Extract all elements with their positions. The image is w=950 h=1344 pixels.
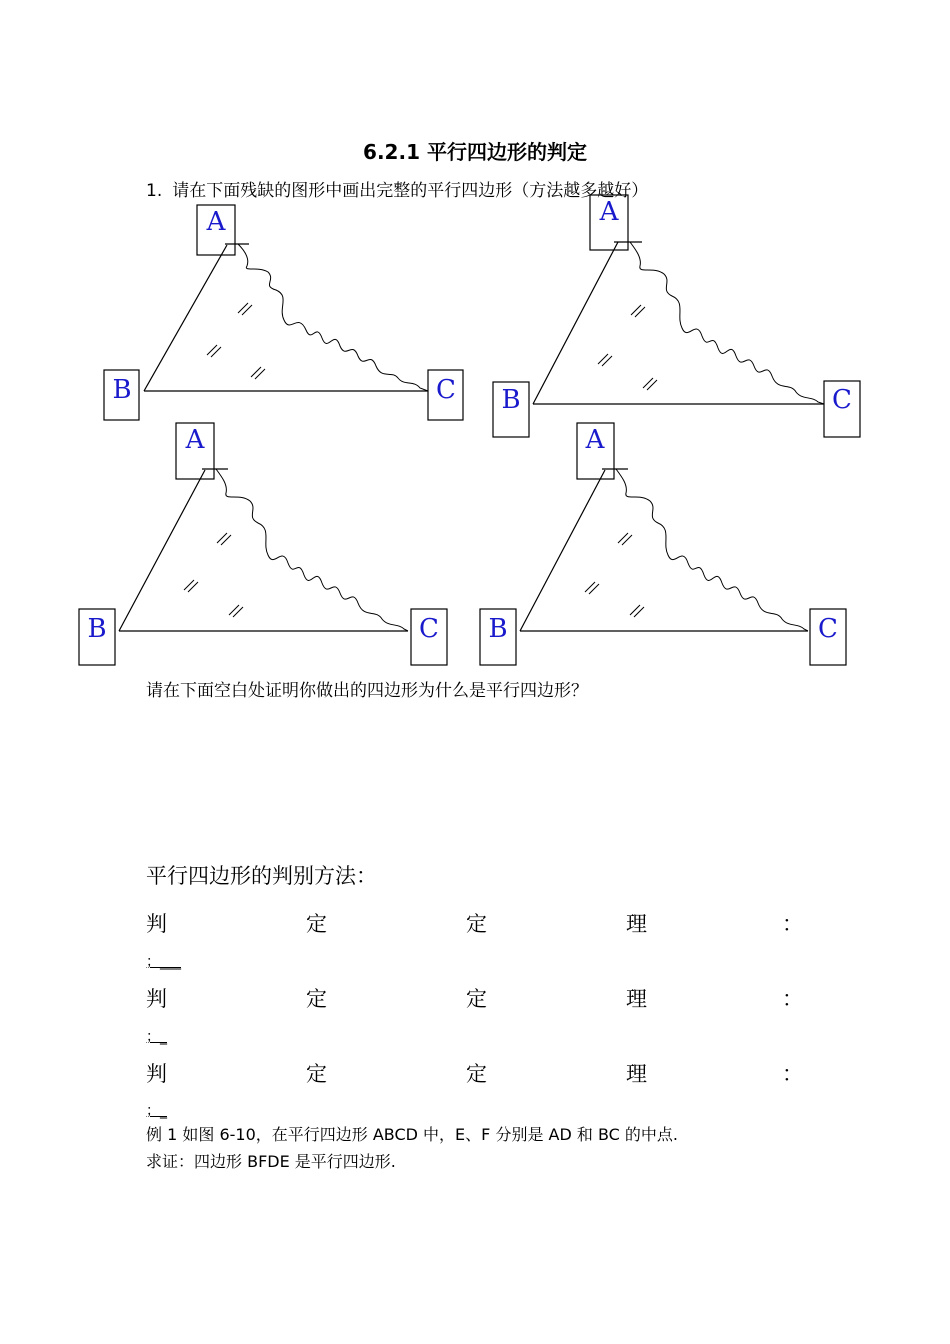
theorem-char: 判 bbox=[146, 912, 167, 936]
theorem-char: ： bbox=[782, 912, 803, 936]
vertex-label-c: C bbox=[419, 614, 439, 644]
theorem-char: 定 bbox=[466, 912, 487, 936]
theorem-char: ： bbox=[782, 1062, 803, 1086]
vertex-label-a: A bbox=[585, 425, 605, 455]
theorem-char: ： bbox=[782, 987, 803, 1011]
theorem-char: 理 bbox=[626, 1062, 647, 1086]
figure-3 bbox=[79, 423, 447, 665]
vertex-label-b: B bbox=[87, 614, 107, 644]
torn-edge bbox=[238, 244, 428, 391]
theorem-char: 定 bbox=[466, 987, 487, 1011]
vertex-label-b: B bbox=[112, 375, 132, 405]
question-number: 1. bbox=[146, 181, 163, 201]
equal-marks bbox=[598, 305, 657, 390]
side-ab bbox=[144, 245, 227, 391]
figure-1 bbox=[104, 205, 463, 420]
figure-4 bbox=[480, 423, 846, 665]
vertex-label-c: C bbox=[832, 385, 852, 415]
vertex-label-b: B bbox=[488, 614, 508, 644]
vertex-label-a: A bbox=[206, 207, 226, 237]
side-ab bbox=[119, 470, 205, 631]
side-ab bbox=[533, 242, 618, 404]
figure-2 bbox=[493, 195, 860, 437]
theorem-char: 定 bbox=[306, 1062, 327, 1086]
vertex-label-c: C bbox=[436, 375, 456, 405]
equal-marks bbox=[585, 533, 644, 617]
question-text: 请在下面残缺的图形中画出完整的平行四边形（方法越多越好） bbox=[172, 181, 649, 201]
torn-edge bbox=[630, 242, 824, 404]
torn-edge bbox=[216, 469, 408, 631]
vertex-label-a: A bbox=[599, 197, 619, 227]
answer-blank[interactable]: ；___ bbox=[146, 954, 181, 970]
theorem-char: 判 bbox=[146, 987, 167, 1011]
side-ab bbox=[520, 470, 605, 631]
torn-edge bbox=[616, 469, 808, 631]
example-statement: 例 1 如图 6-10，在平行四边形 ABCD 中，E、F 分别是 AD 和 BC 的中点. bbox=[146, 1125, 679, 1144]
theorem-char: 定 bbox=[466, 1062, 487, 1086]
answer-blank[interactable]: ；_ bbox=[146, 1103, 167, 1119]
equal-marks bbox=[184, 533, 243, 617]
proof-prompt: 请在下面空白处证明你做出的四边形为什么是平行四边形？ bbox=[146, 681, 588, 701]
theorem-char: 定 bbox=[306, 912, 327, 936]
theorem-char: 判 bbox=[146, 1062, 167, 1086]
page-title: 6.2.1 平行四边形的判定 bbox=[363, 140, 587, 164]
equal-marks bbox=[207, 303, 265, 379]
vertex-label-a: A bbox=[185, 425, 205, 455]
theorem-char: 理 bbox=[626, 912, 647, 936]
vertex-label-b: B bbox=[501, 385, 521, 415]
methods-title: 平行四边形的判别方法： bbox=[146, 864, 377, 888]
example-prove: 求证：四边形 BFDE 是平行四边形. bbox=[146, 1152, 396, 1171]
theorem-char: 定 bbox=[306, 987, 327, 1011]
answer-blank[interactable]: ；_ bbox=[146, 1029, 167, 1045]
theorem-char: 理 bbox=[626, 987, 647, 1011]
vertex-label-c: C bbox=[818, 614, 838, 644]
